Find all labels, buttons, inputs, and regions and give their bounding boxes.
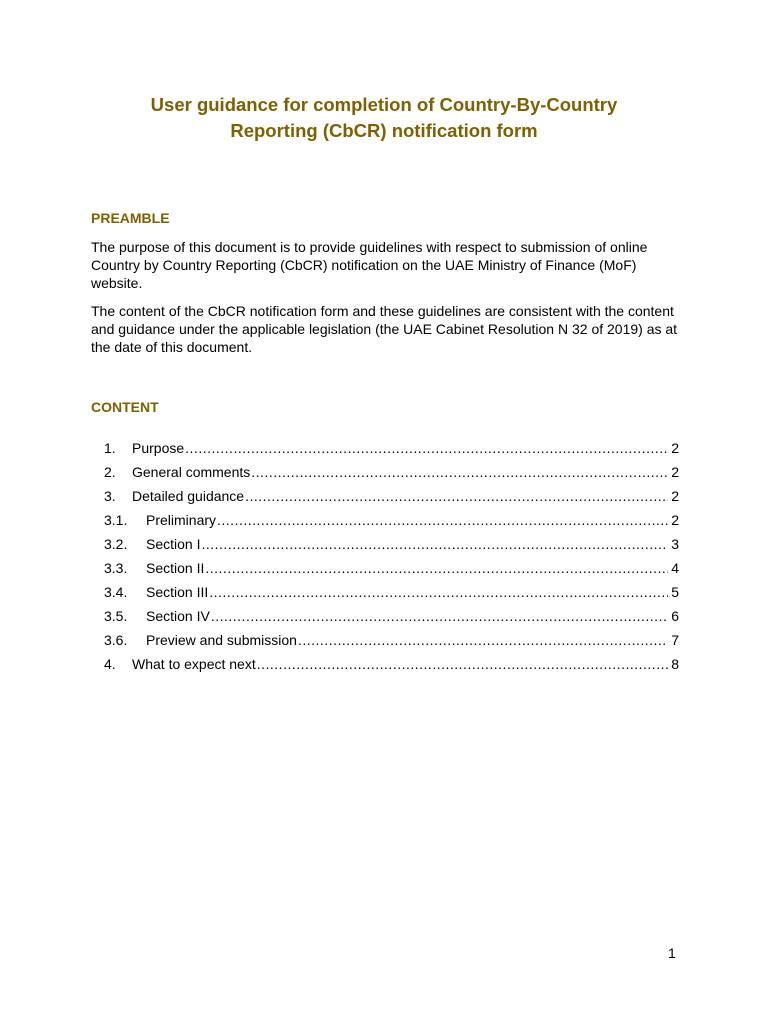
toc-number: 3.6. — [104, 632, 128, 648]
paragraph-line: The purpose of this document is to provide guidelines with respect to submission of online — [91, 239, 648, 255]
toc-page-number: 4 — [668, 560, 679, 576]
toc-label: Preliminary — [146, 512, 217, 528]
paragraph-line: the date of this document. — [91, 339, 253, 355]
toc-leader-dots — [298, 632, 668, 648]
toc-entry-3-5[interactable] — [91, 608, 679, 632]
toc-label: Section III — [146, 584, 209, 600]
content-heading: CONTENT — [91, 399, 159, 415]
toc-entry-2[interactable] — [91, 464, 679, 488]
toc-number: 4. — [104, 656, 116, 672]
toc-leader-dots — [217, 512, 668, 528]
toc-leader-dots — [185, 440, 668, 456]
toc-number: 3.3. — [104, 560, 128, 576]
paragraph-line: and guidance under the applicable legislation (the UAE Cabinet Resolution N 32 of 2019) as at — [91, 321, 678, 337]
toc-leader-dots — [257, 656, 668, 672]
toc-label: Section I — [146, 536, 201, 552]
toc-number: 2. — [104, 464, 116, 480]
document-title-line-2: Reporting (CbCR) notification form — [230, 120, 538, 141]
table-of-contents — [91, 440, 679, 680]
toc-entry-1[interactable] — [91, 440, 679, 464]
page-number: 1 — [668, 945, 676, 961]
preamble-heading: PREAMBLE — [91, 210, 170, 226]
toc-label: Purpose — [132, 440, 185, 456]
document-title-line-1: User guidance for completion of Country-By-Country — [150, 94, 618, 115]
toc-label: Detailed guidance — [132, 488, 245, 504]
toc-entry-3-2[interactable] — [91, 536, 679, 560]
toc-leader-dots — [251, 464, 668, 480]
toc-entry-3[interactable] — [91, 488, 679, 512]
toc-entry-3-1[interactable] — [91, 512, 679, 536]
toc-entry-3-6[interactable] — [91, 632, 679, 656]
toc-entry-3-3[interactable] — [91, 560, 679, 584]
toc-label: Preview and submission — [146, 632, 297, 648]
toc-leader-dots — [201, 536, 668, 552]
preamble-paragraph-2 — [91, 302, 691, 356]
toc-number: 3.4. — [104, 584, 128, 600]
toc-page-number: 5 — [668, 584, 679, 600]
toc-label: General comments — [132, 464, 251, 480]
toc-entry-4[interactable] — [91, 656, 679, 680]
preamble-paragraph-1 — [91, 238, 691, 292]
toc-page-number: 2 — [668, 488, 679, 504]
toc-number: 3.5. — [104, 608, 128, 624]
toc-page-number: 2 — [668, 512, 679, 528]
toc-label: Section IV — [146, 608, 210, 624]
toc-label: Section II — [146, 560, 205, 576]
toc-page-number: 6 — [668, 608, 679, 624]
paragraph-line: website. — [91, 275, 143, 291]
paragraph-line: The content of the CbCR notification form and these guidelines are consistent with the content — [91, 303, 674, 319]
toc-page-number: 8 — [668, 656, 679, 672]
toc-number: 3. — [104, 488, 116, 504]
toc-page-number: 2 — [668, 440, 679, 456]
toc-number: 3.1. — [104, 512, 128, 528]
toc-label: What to expect next — [132, 656, 256, 672]
toc-page-number: 7 — [668, 632, 679, 648]
toc-entry-3-4[interactable] — [91, 584, 679, 608]
toc-page-number: 3 — [668, 536, 679, 552]
toc-leader-dots — [209, 584, 668, 600]
document-title — [0, 92, 768, 144]
paragraph-line: Country by Country Reporting (CbCR) notification on the UAE Ministry of Finance (MoF) — [91, 257, 637, 273]
toc-leader-dots — [205, 560, 668, 576]
toc-number: 3.2. — [104, 536, 128, 552]
toc-leader-dots — [211, 608, 668, 624]
toc-number: 1. — [104, 440, 116, 456]
toc-page-number: 2 — [668, 464, 679, 480]
toc-leader-dots — [245, 488, 668, 504]
